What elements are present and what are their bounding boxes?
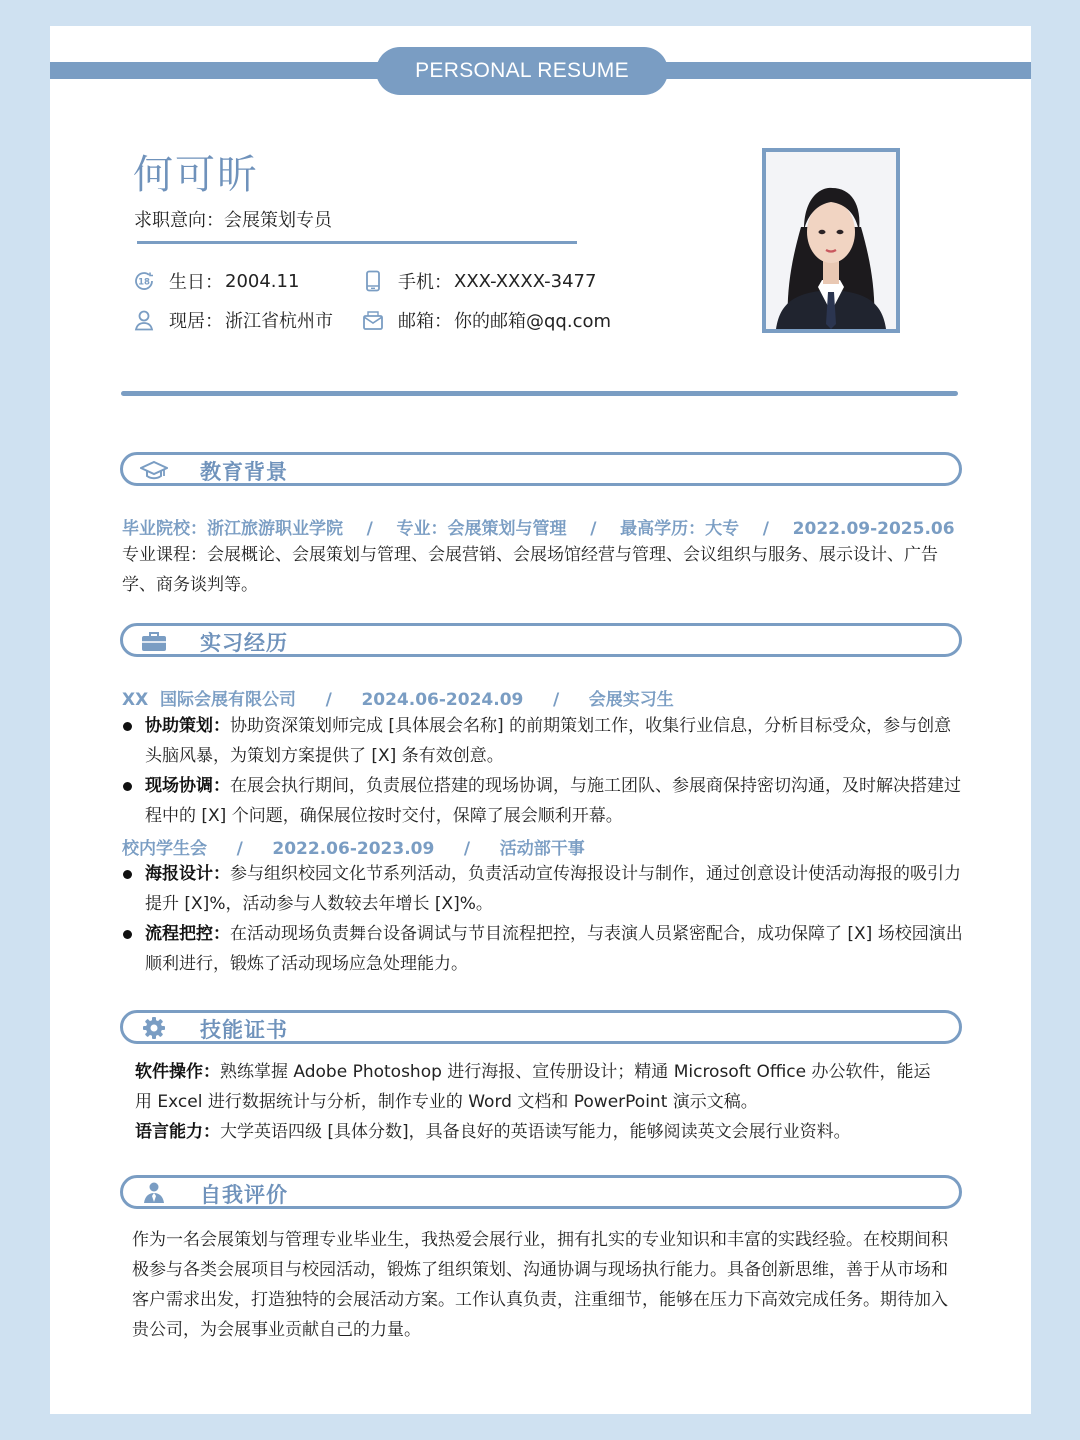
section-title-skills: 技能证书	[200, 1018, 288, 1042]
skills-language	[135, 1117, 945, 1147]
location-person-icon	[133, 309, 155, 331]
bullet-dot	[123, 782, 132, 791]
person-icon	[139, 1181, 169, 1205]
phone-label: 手机：	[398, 272, 452, 293]
software-text: 熟练掌握 Adobe Photoshop 进行海报、宣传册设计；精通 Microsoft Office 办公软件，能运用 Excel 进行数据统计与分析，制作专业的 Word 文档和 PowerPoint 演示文稿。	[135, 1062, 931, 1112]
birthday-label: 生日：	[169, 272, 223, 293]
bullet-dot	[123, 870, 132, 879]
birthday-value: 2004.11	[225, 270, 300, 292]
section-title-education: 教育背景	[200, 460, 288, 484]
job-bullet	[122, 711, 968, 771]
education-courses: 专业课程：会展概论、会展策划与管理、会展营销、会展场馆经营与管理、会议组织与服务、展示设计、广告学、商务谈判等。	[122, 545, 938, 595]
birthday-row	[133, 268, 299, 294]
candidate-name: 何可昕	[133, 152, 259, 198]
job-meta: 校内学生会 / 2022.06-2023.09 / 活动部干事	[122, 839, 585, 859]
address-label: 现居：	[169, 311, 223, 332]
skills-software	[135, 1057, 945, 1117]
section-header-education	[120, 452, 962, 486]
bullet-text: 在展会执行期间，负责展位搭建的现场协调，与施工团队、参展商保持密切沟通，及时解决搭建过程中的 [X] 个问题，确保展位按时交付，保障了展会顺利开幕。	[145, 776, 961, 826]
mail-icon	[362, 309, 384, 331]
header-divider	[121, 391, 958, 396]
phone-value: XXX-XXXX-3477	[454, 270, 597, 292]
self-evaluation-text: 作为一名会展策划与管理专业毕业生，我热爱会展行业，拥有扎实的专业知识和丰富的实践经验。在校期间积极参与各类会展项目与校园活动，锻炼了组织策划、沟通协调与现场执行能力。具备创新思维，善于从市场和客户需求出发，打造独特的会展活动方案。工作认真负责，注重细节，能够在压力下高效完成任务。期待加入贵公司，为会展事业贡献自己的力量。	[132, 1230, 948, 1340]
email-row	[362, 307, 611, 333]
address-row	[133, 307, 333, 333]
briefcase-icon	[139, 629, 169, 653]
bullet-dot	[123, 722, 132, 731]
graduation-cap-icon	[139, 458, 169, 482]
name-underline	[137, 241, 577, 244]
address-value: 浙江省杭州市	[225, 311, 333, 332]
job-intent: 求职意向：会展策划专员	[134, 210, 332, 231]
email-label: 邮箱：	[398, 311, 452, 332]
bullet-label: 协助策划：	[145, 716, 230, 736]
age-18-icon	[133, 270, 155, 292]
bullet-text: 在活动现场负责舞台设备调试与节目流程把控，与表演人员紧密配合，成功保障了 [X] 场校园演出顺利进行，锻炼了活动现场应急处理能力。	[145, 924, 963, 974]
software-label: 软件操作：	[135, 1062, 220, 1082]
section-header-self	[120, 1175, 962, 1209]
education-meta: 毕业院校：浙江旅游职业学院 / 专业：会展策划与管理 / 最高学历：大专 / 2022.09-2025.06	[122, 519, 955, 539]
job-bullet	[122, 859, 968, 919]
svg-text:18: 18	[138, 277, 150, 288]
phone-row	[362, 268, 596, 294]
job-meta: XX 国际会展有限公司 / 2024.06-2024.09 / 会展实习生	[122, 690, 674, 710]
language-label: 语言能力：	[135, 1122, 220, 1142]
bullet-text: 协助资深策划师完成 [具体展会名称] 的前期策划工作，收集行业信息，分析目标受众，参与创意头脑风暴，为策划方案提供了 [X] 条有效创意。	[145, 716, 952, 766]
section-header-internship	[120, 623, 962, 657]
email-value: 你的邮箱@qq.com	[454, 311, 612, 332]
language-text: 大学英语四级 [具体分数]，具备良好的英语读写能力，能够阅读英文会展行业资料。	[220, 1122, 851, 1142]
job-bullet	[122, 919, 968, 979]
profile-photo	[762, 148, 900, 333]
bullet-label: 流程把控：	[145, 924, 230, 944]
bullet-text: 参与组织校园文化节系列活动，负责活动宣传海报设计与制作，通过创意设计使活动海报的吸引力提升 [X]%，活动参与人数较去年增长 [X]%。	[145, 864, 961, 914]
section-title-self: 自我评价	[200, 1183, 288, 1207]
phone-icon	[362, 270, 384, 292]
banner-title: PERSONAL RESUME	[376, 47, 668, 95]
bullet-label: 海报设计：	[145, 864, 230, 884]
section-header-skills	[120, 1010, 962, 1044]
bullet-dot	[123, 930, 132, 939]
job-bullet	[122, 771, 968, 831]
bullet-label: 现场协调：	[145, 776, 230, 796]
gear-icon	[139, 1016, 169, 1040]
section-title-internship: 实习经历	[200, 631, 288, 655]
